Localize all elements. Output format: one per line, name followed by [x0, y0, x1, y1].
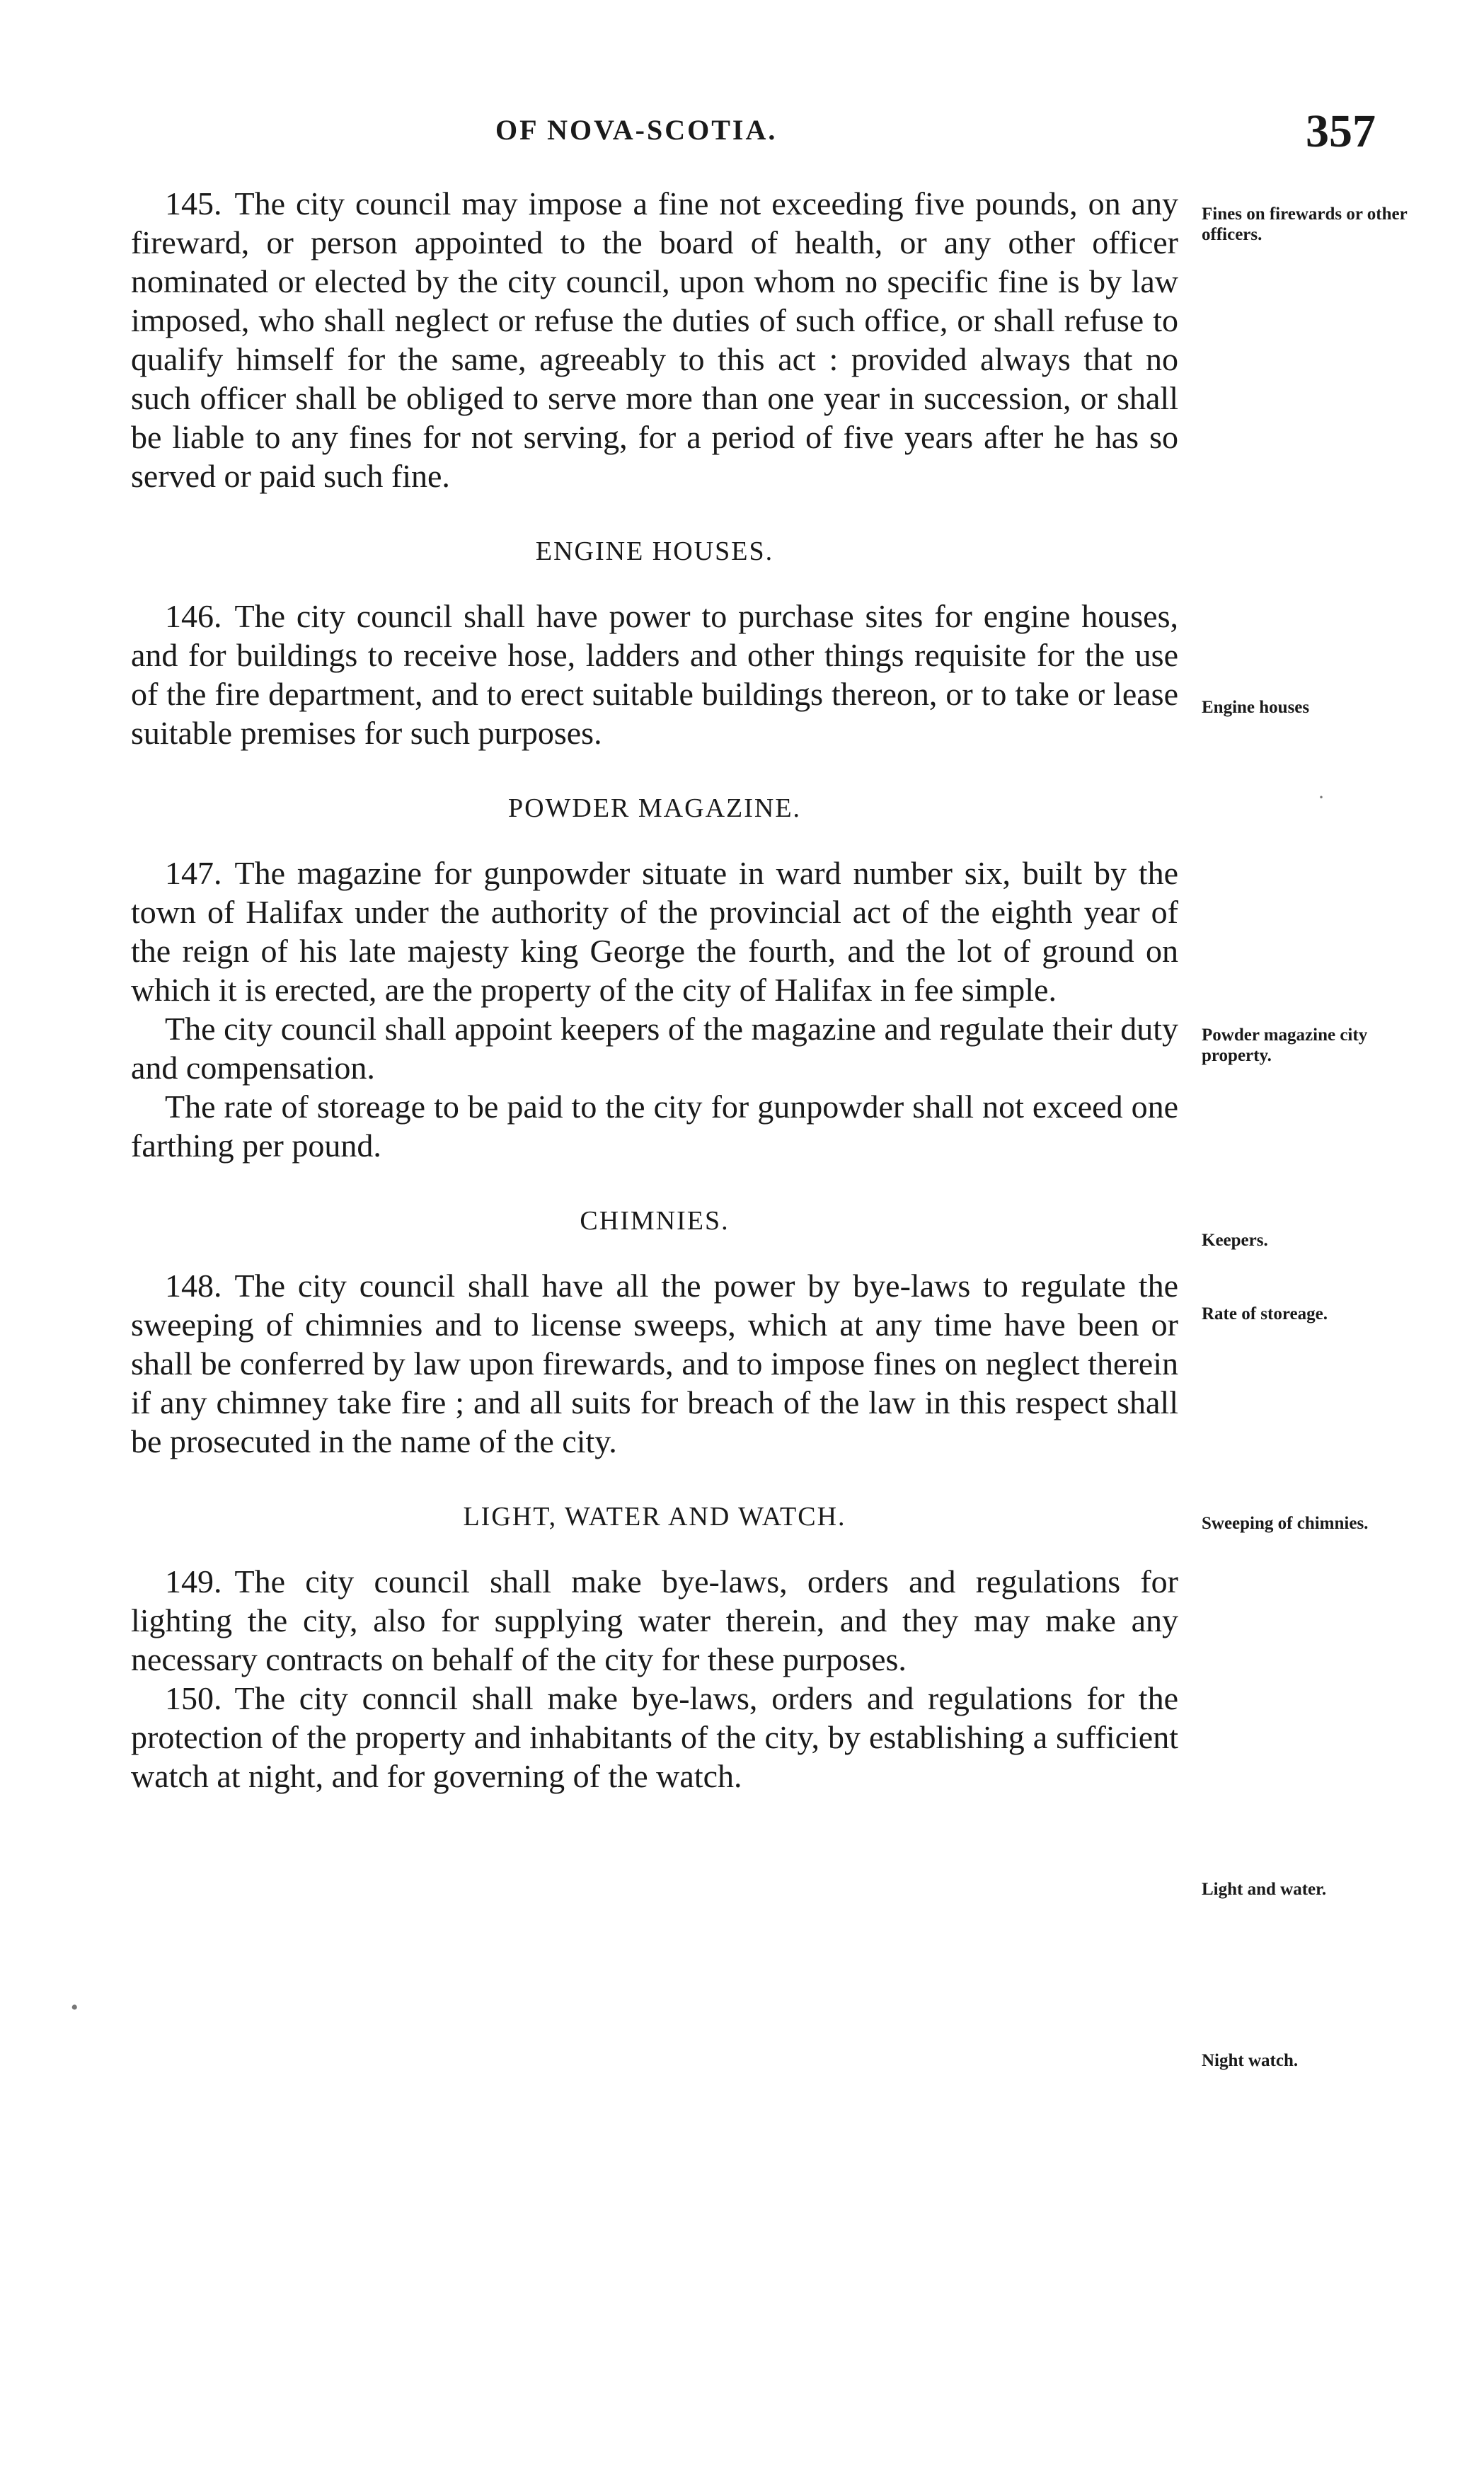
margin-note-light-water: Light and water. — [1202, 1880, 1327, 1899]
running-head: OF NOVA-SCOTIA. — [495, 114, 778, 146]
paragraph-text: The city council shall appoint keepers of the magazine and regulate their duty and compensation. — [131, 1011, 1178, 1086]
section-number: 147. — [165, 855, 222, 891]
paragraph-145 — [131, 184, 1178, 495]
paragraph-text: The city conncil shall make bye-laws, orders and regulations for the protection of the property and inhabitants of the city, by establishing a sufficient watch at night, and for governing of the watch. — [131, 1680, 1178, 1794]
scan-speck: • — [71, 1996, 79, 2019]
page-number: 357 — [1306, 105, 1376, 157]
scan-speck: · — [1318, 786, 1325, 809]
margin-note-sweeping: Sweeping of chimnies. — [1202, 1514, 1369, 1533]
paragraph-text: The city council shall have all the power by bye-laws to regulate the sweeping of chimnies and to license sweeps, which at any time have been or shall be conferred by law upon firewards, and to impose fines on neglect therein if any chimney take fire ; and all suits for breach of the law in this respect shall be prosecuted in the name of the city. — [131, 1268, 1178, 1459]
paragraph-text: The magazine for gunpowder situate in ward number six, built by the town of Halifax under the authority of the provincial act of the eighth year of the reign of his late majesty king George the fourth, and the lot of ground on which it is erected, are the property of the city of Halifax in fee simple. — [131, 855, 1178, 1008]
section-number: 145. — [165, 185, 222, 222]
body-text — [131, 184, 1178, 1796]
paragraph-150 — [131, 1679, 1178, 1796]
margin-note-powder-magazine: Powder magazine city property. — [1202, 1026, 1368, 1065]
section-heading-light-water-watch: LIGHT, WATER AND WATCH. — [463, 1502, 846, 1532]
section-number: 149. — [165, 1563, 222, 1600]
paragraph-text: The city council may impose a fine not exceeding five pounds, on any fireward, or person appointed to the board of health, or any other officer nominated or elected by the city council, upon whom no specific fine is by law imposed, who shall neglect or refuse the duties of such office, or shall refuse to qualify himself for the same, agreeably to this act : provided always that no such officer shall be obliged to serve more than one year in succession, or shall be liable to any fines for not serving, for a period of five years after he has so served or paid such fine. — [131, 185, 1178, 494]
paragraph-text: The city council shall make bye-laws, orders and regulations for lighting the city, also for supplying water therein, and they may make any necessary contracts on behalf of the city for these purposes. — [131, 1563, 1178, 1677]
section-heading-engine-houses: ENGINE HOUSES. — [535, 536, 774, 566]
paragraph-146 — [131, 597, 1178, 752]
margin-note-engine-houses: Engine houses — [1202, 698, 1310, 717]
margin-note-keepers: Keepers. — [1202, 1231, 1268, 1250]
section-heading-powder-magazine: POWDER MAGAZINE. — [507, 793, 802, 823]
section-number: 150. — [165, 1680, 222, 1716]
paragraph-148 — [131, 1266, 1178, 1461]
paragraph-text: The city council shall have power to purchase sites for engine houses, and for buildings to receive hose, ladders and other things requisite for the use of the fire department, and to erect suitable buildings thereon, or to take or lease suitable premises for such purposes. — [131, 598, 1178, 751]
section-heading-chimnies: CHIMNIES. — [580, 1206, 730, 1236]
section-number: 148. — [165, 1268, 222, 1304]
paragraph-147 — [131, 854, 1178, 1009]
section-number: 146. — [165, 598, 222, 634]
margin-note-rate-of-storeage: Rate of storeage. — [1202, 1304, 1328, 1323]
paragraph-keepers — [131, 1009, 1178, 1087]
paragraph-storeage — [131, 1087, 1178, 1165]
margin-note-fines: Fines on firewards or other officers. — [1202, 205, 1408, 244]
margin-note-night-watch: Night watch. — [1202, 2051, 1299, 2070]
paragraph-149 — [131, 1562, 1178, 1679]
paragraph-text: The rate of storeage to be paid to the city for gunpowder shall not exceed one farthing per pound. — [131, 1089, 1178, 1164]
